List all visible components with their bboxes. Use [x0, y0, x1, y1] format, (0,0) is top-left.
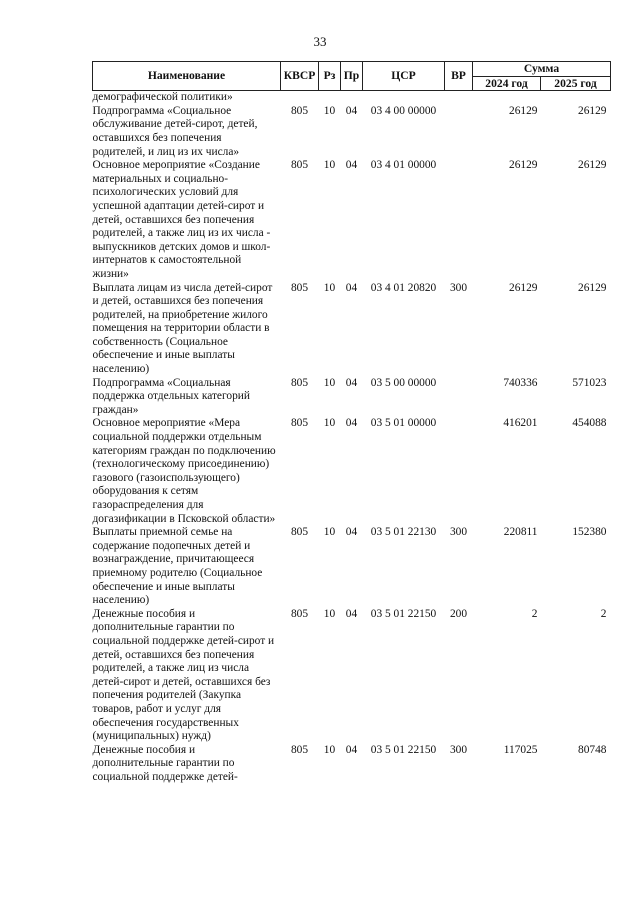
row-name: Денежные пособия и дополнительные гарантии по социальной поддержке детей- — [92, 743, 238, 783]
row-rz: 10 — [323, 281, 336, 294]
table-row — [93, 744, 611, 785]
row-rz: 10 — [323, 743, 336, 756]
row-vr: 300 — [449, 281, 468, 294]
row-pr: 04 — [345, 417, 358, 430]
row-rz — [319, 91, 341, 105]
table-row — [93, 105, 611, 159]
header-year-2025: 2025 год — [541, 76, 611, 91]
header-vr: ВР — [445, 62, 473, 91]
row-sum-2025: 80748 — [578, 743, 607, 756]
row-vr — [445, 105, 473, 159]
row-pr: 04 — [345, 526, 358, 539]
row-vr: 300 — [449, 743, 468, 756]
row-vr: 300 — [449, 526, 468, 539]
row-sum-2024: 26129 — [509, 281, 538, 294]
table-row — [93, 159, 611, 281]
row-sum-2024: 117025 — [503, 743, 538, 756]
row-vr — [445, 159, 473, 281]
row-sum-2024 — [473, 91, 541, 105]
row-name: Основное мероприятие «Создание материальных и социально-психологических условий для успешной адаптации детей-сирот и детей, оставшихся без попечения родителей, а также лиц из их числа - выпускников детских домов и школ-интернатов к самостоятельной жизни» — [92, 159, 271, 280]
row-sum-2025: 26129 — [578, 104, 607, 117]
row-csr — [363, 91, 445, 105]
row-csr: 03 4 00 00000 — [370, 104, 437, 117]
row-name: Подпрограмма «Социальная поддержка отдельных категорий граждан» — [92, 376, 250, 416]
row-pr: 04 — [345, 607, 358, 620]
row-kvsr: 805 — [290, 104, 309, 117]
row-name: демографической политики» — [92, 91, 233, 104]
row-pr: 04 — [345, 159, 358, 172]
row-vr — [445, 417, 473, 526]
row-pr — [341, 91, 363, 105]
row-rz: 10 — [323, 417, 336, 430]
row-name: Выплата лицам из числа детей-сирот и детей, оставшихся без попечения родителей, на приобретение жилого помещения на территории области в собственность (Социальное обеспечение и иные выплаты населению) — [92, 281, 273, 376]
row-name: Выплаты приемной семье на содержание подопечных детей и вознаграждение, причитающееся приемному родителю (Социальное обеспечение и иные выплаты населению) — [92, 526, 263, 607]
row-csr: 03 4 01 20820 — [370, 281, 437, 294]
row-sum-2025: 454088 — [572, 417, 607, 430]
table-row — [93, 526, 611, 608]
row-pr: 04 — [345, 281, 358, 294]
row-sum-2025: 152380 — [572, 526, 607, 539]
table-row — [93, 377, 611, 418]
header-pr: Пр — [341, 62, 363, 91]
row-csr: 03 4 01 00000 — [370, 159, 437, 172]
row-kvsr: 805 — [290, 159, 309, 172]
row-kvsr: 805 — [290, 417, 309, 430]
row-vr — [445, 91, 473, 105]
row-kvsr — [281, 91, 319, 105]
row-sum-2024: 220811 — [503, 526, 538, 539]
header-name: Наименование — [93, 62, 281, 91]
row-csr: 03 5 00 00000 — [370, 376, 437, 389]
header-rz: Рз — [319, 62, 341, 91]
row-name: Денежные пособия и дополнительные гарантии по социальной поддержке детей-сирот и детей, оставшихся без попечения родителей, а также лиц из числа детей-сирот и детей, оставшихся без попечения родителей (Закупка товаров, работ и услуг для обеспечения государственных (муниципальных) нужд) — [92, 607, 275, 743]
row-sum-2024: 26129 — [509, 159, 538, 172]
table-row — [93, 91, 611, 105]
row-csr: 03 5 01 00000 — [370, 417, 437, 430]
row-csr: 03 5 01 22150 — [370, 743, 437, 756]
row-pr: 04 — [345, 104, 358, 117]
row-kvsr: 805 — [290, 526, 309, 539]
row-sum-2024: 416201 — [503, 417, 538, 430]
row-kvsr: 805 — [290, 281, 309, 294]
table-row — [93, 417, 611, 526]
row-sum-2025: 26129 — [578, 281, 607, 294]
table-row — [93, 282, 611, 377]
page-number: 33 — [313, 34, 327, 49]
row-kvsr: 805 — [290, 743, 309, 756]
budget-table — [92, 61, 611, 784]
row-sum-2024: 2 — [531, 607, 538, 620]
row-pr: 04 — [345, 743, 358, 756]
table-row — [93, 608, 611, 744]
row-sum-2024: 740336 — [503, 376, 538, 389]
row-sum-2025 — [541, 91, 611, 105]
header-sum: Сумма — [473, 62, 611, 77]
row-csr: 03 5 01 22130 — [370, 526, 437, 539]
row-kvsr: 805 — [290, 376, 309, 389]
row-sum-2025: 571023 — [572, 376, 607, 389]
row-sum-2024: 26129 — [509, 104, 538, 117]
row-rz: 10 — [323, 376, 336, 389]
row-vr — [445, 377, 473, 418]
row-rz: 10 — [323, 526, 336, 539]
row-sum-2025: 26129 — [578, 159, 607, 172]
row-sum-2025: 2 — [600, 607, 607, 620]
row-csr: 03 5 01 22150 — [370, 607, 437, 620]
header-kvsr: КВСР — [281, 62, 319, 91]
row-name: Подпрограмма «Социальное обслуживание детей-сирот, детей, оставшихся без попечения родителей, и лиц из их числа» — [92, 104, 258, 158]
row-rz: 10 — [323, 159, 336, 172]
header-csr: ЦСР — [363, 62, 445, 91]
header-year-2024: 2024 год — [473, 76, 541, 91]
row-rz: 10 — [323, 104, 336, 117]
row-vr: 200 — [449, 607, 468, 620]
row-name: Основное мероприятие «Мера социальной поддержки отдельным категориям граждан по подключению (технологическому присоединению) газового (газоиспользующего) оборудования к сетям газораспределения для догазификации в Псковской области» — [92, 417, 276, 525]
row-rz: 10 — [323, 607, 336, 620]
row-kvsr: 805 — [290, 607, 309, 620]
row-pr: 04 — [345, 376, 358, 389]
